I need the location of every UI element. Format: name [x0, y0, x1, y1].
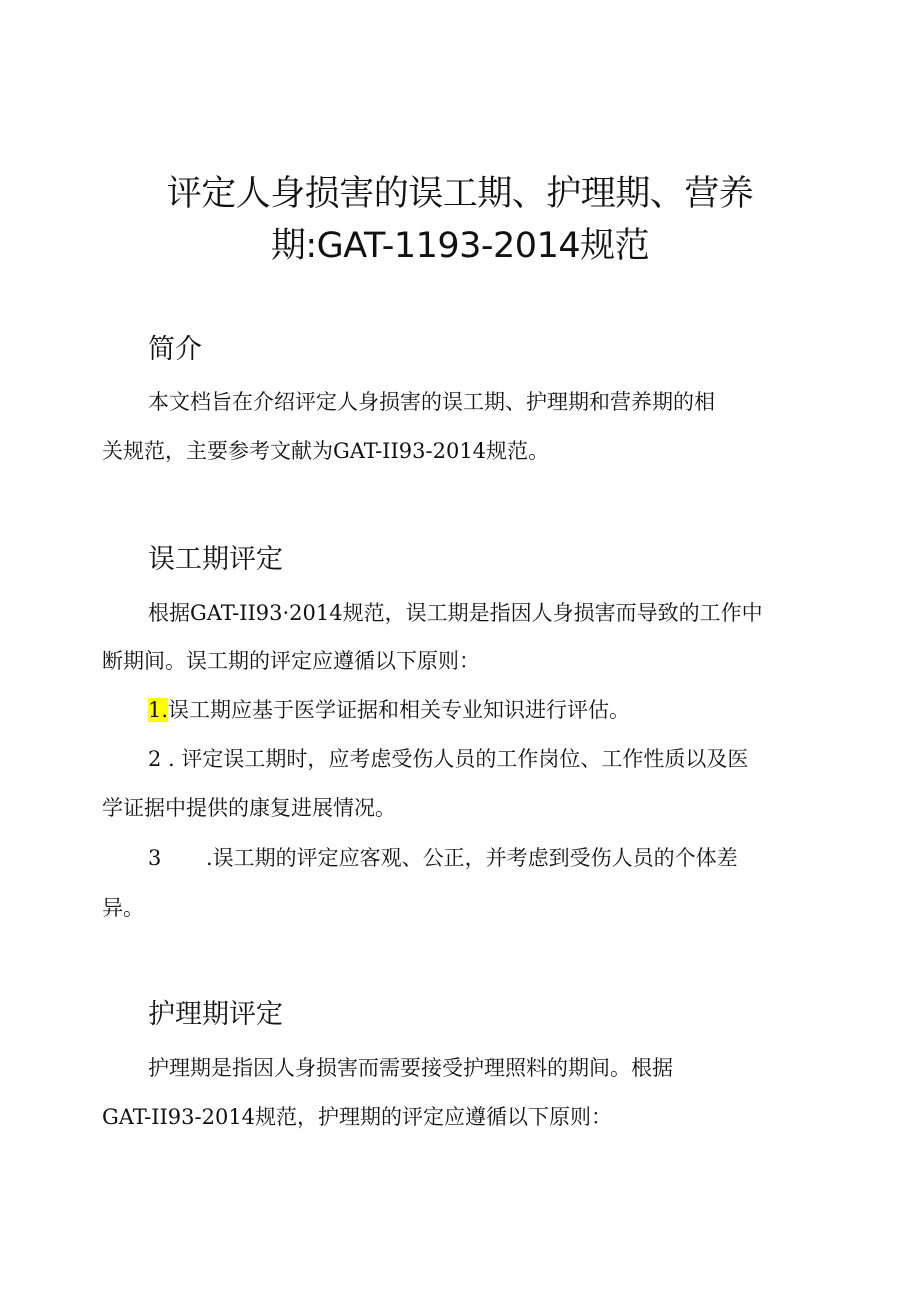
list-item-2-line-1 [148, 746, 748, 773]
intro-line-2: 关规范，主要参考文献为GAT-II93-2014规范。 [102, 439, 550, 463]
list-item-1-text: 误工期应基于医学证据和相关专业知识进行评估。 [168, 698, 631, 722]
nursing-line-2: GAT-II93-2014规范，护理期的评定应遵循以下原则： [102, 1105, 613, 1129]
list-item-3-line-2: 异。 [102, 896, 144, 920]
list-item-2-marker: 2 [148, 747, 162, 771]
list-item-3-line-1 [148, 845, 738, 872]
nursing-line-1: 护理期是指因人身损害而需要接受护理照料的期间。根据 [148, 1056, 673, 1080]
intro-line-1: 本文档旨在介绍评定人身损害的误工期、护理期和营养期的相 [148, 390, 715, 414]
lost-work-line-2: 断期间。误工期的评定应遵循以下原则： [102, 649, 480, 673]
list-item-3-marker: 3 [148, 846, 162, 870]
list-item-2-line-2: 学证据中提供的康复进展情况。 [102, 796, 396, 820]
section-heading-lost-work: 误工期评定 [148, 544, 283, 575]
list-item-1-marker: 1. [148, 698, 169, 722]
lost-work-line-1: 根据GAT-II93·2014规范，误工期是指因人身损害而导致的工作中 [148, 601, 763, 625]
title-line-1: 评定人身损害的误工期、护理期、营养 [166, 174, 754, 214]
list-item-1 [148, 697, 630, 724]
list-item-3-text: .误工期的评定应客观、公正，并考虑到受伤人员的个体差 [206, 846, 738, 870]
list-item-2-text: . 评定误工期时，应考虑受伤人员的工作岗位、工作性质以及医 [161, 747, 749, 771]
section-heading-intro: 简介 [148, 334, 202, 365]
section-heading-nursing: 护理期评定 [148, 999, 283, 1030]
title-line-2: 期:GAT-1193-2014规范 [270, 226, 650, 266]
document-title [0, 168, 920, 272]
